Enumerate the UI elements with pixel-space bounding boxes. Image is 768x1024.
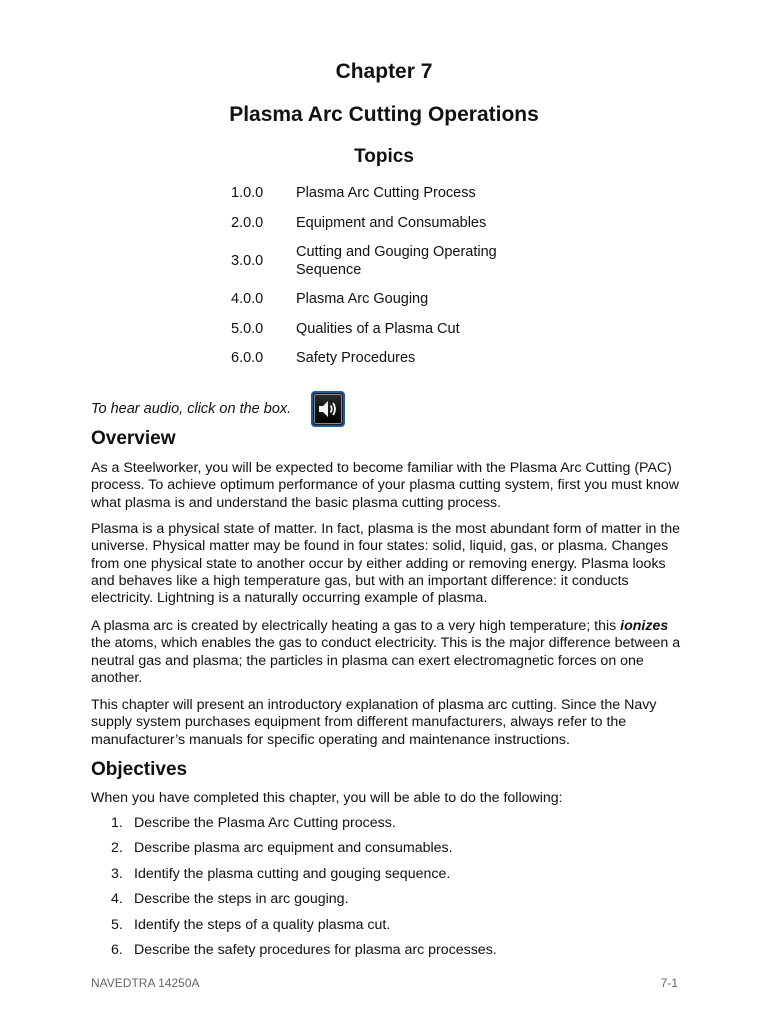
chapter-number: Chapter 7 [335, 60, 433, 83]
emphasized-term: ionizes [620, 618, 669, 634]
list-number: 6. [111, 941, 123, 958]
list-text: Describe plasma arc equipment and consumables. [134, 840, 453, 857]
list-number: 2. [111, 840, 123, 857]
topic-number: 4.0.0 [231, 291, 264, 307]
topic-row [231, 178, 551, 208]
topic-number: 3.0.0 [231, 253, 264, 269]
topics-list [231, 178, 551, 372]
list-text: Describe the steps in arc gouging. [134, 891, 349, 908]
topic-label: Plasma Arc Gouging [296, 291, 429, 307]
list-text: Identify the plasma cutting and gouging sequence. [134, 865, 451, 882]
list-text: Describe the Plasma Arc Cutting process. [134, 815, 396, 831]
topic-row [231, 208, 551, 238]
topic-label: Qualities of a Plasma Cut [296, 320, 460, 337]
list-number: 3. [111, 865, 123, 882]
overview-heading: Overview [91, 428, 176, 449]
audio-prompt-text: To hear audio, click on the box [91, 401, 288, 417]
list-text: Describe the safety procedures for plasma arc processes. [134, 941, 497, 958]
overview-paragraph-1: As a Steelworker, you will be expected to become familiar with the Plasma Arc Cutting (PAC) process. To achieve optimum performance of your plasma cutting system, first you must know what plasma is and understand the basic plasma cutting process. [91, 460, 679, 511]
topic-number: 5.0.0 [231, 320, 264, 337]
footer-document-id: NAVEDTRA 14250A [91, 976, 200, 990]
list-number: 4. [111, 891, 123, 908]
list-number: 5. [111, 916, 123, 933]
topic-row [231, 343, 551, 372]
list-item [111, 840, 497, 865]
audio-prompt: To hear audio, click on the box. [91, 401, 292, 417]
overview-paragraph-2: Plasma is a physical state of matter. In fact, plasma is the most abundant form of matter in the universe. Physical matter may be found in four states: solid, liquid, gas, or plasma. Changes from one physical state to another occur by either adding or removing energy. Plasma looks and behaves like a high temperature gas, but with an important difference: it conducts electricity. Lightning is a naturally occurring example of plasma. [91, 521, 681, 607]
topic-label: Equipment and Consumables [296, 215, 487, 231]
objectives-list [111, 815, 497, 967]
footer-page-number: 7-1 [660, 976, 678, 990]
chapter-title: Plasma Arc Cutting Operations [229, 103, 539, 126]
list-text: Identify the steps of a quality plasma cut. [134, 916, 391, 933]
topic-row [231, 238, 521, 284]
topic-number: 6.0.0 [231, 349, 264, 366]
objectives-heading: Objectives [91, 759, 188, 780]
overview-paragraph-4: This chapter will present an introductory explanation of plasma arc cutting. Since the Navy supply system purchases equipment from different manufacturers, always refer to the manufacturer’s manuals for specific operating and maintenance instructions. [91, 697, 657, 748]
objectives-intro: When you have completed this chapter, you will be able to do the following: [91, 790, 563, 806]
overview-paragraph-3 [91, 618, 691, 687]
topic-number: 2.0.0 [231, 215, 264, 231]
list-item [111, 891, 497, 916]
list-item [111, 815, 497, 840]
topic-label: Cutting and Gouging Operating Sequence [296, 244, 497, 278]
list-item [111, 917, 497, 942]
topic-number: 1.0.0 [231, 185, 264, 201]
topic-row [231, 314, 551, 343]
list-item [111, 942, 497, 967]
audio-button[interactable] [311, 391, 345, 427]
topic-label: Safety Procedures [296, 349, 416, 366]
topic-label: Plasma Arc Cutting Process [296, 185, 476, 201]
topics-heading: Topics [354, 146, 414, 167]
paragraph-text: the atoms, which enables the gas to conduct electricity. This is the major difference between a neutral gas and plasma; the particles in plasma can exert electromagnetic forces on one another. [91, 635, 681, 686]
list-item [111, 866, 497, 891]
list-number: 1. [111, 815, 123, 831]
speaker-icon [314, 394, 342, 424]
paragraph-text: A plasma arc is created by electrically heating a gas to a very high temperature; this [91, 618, 617, 634]
topic-row [231, 284, 551, 314]
